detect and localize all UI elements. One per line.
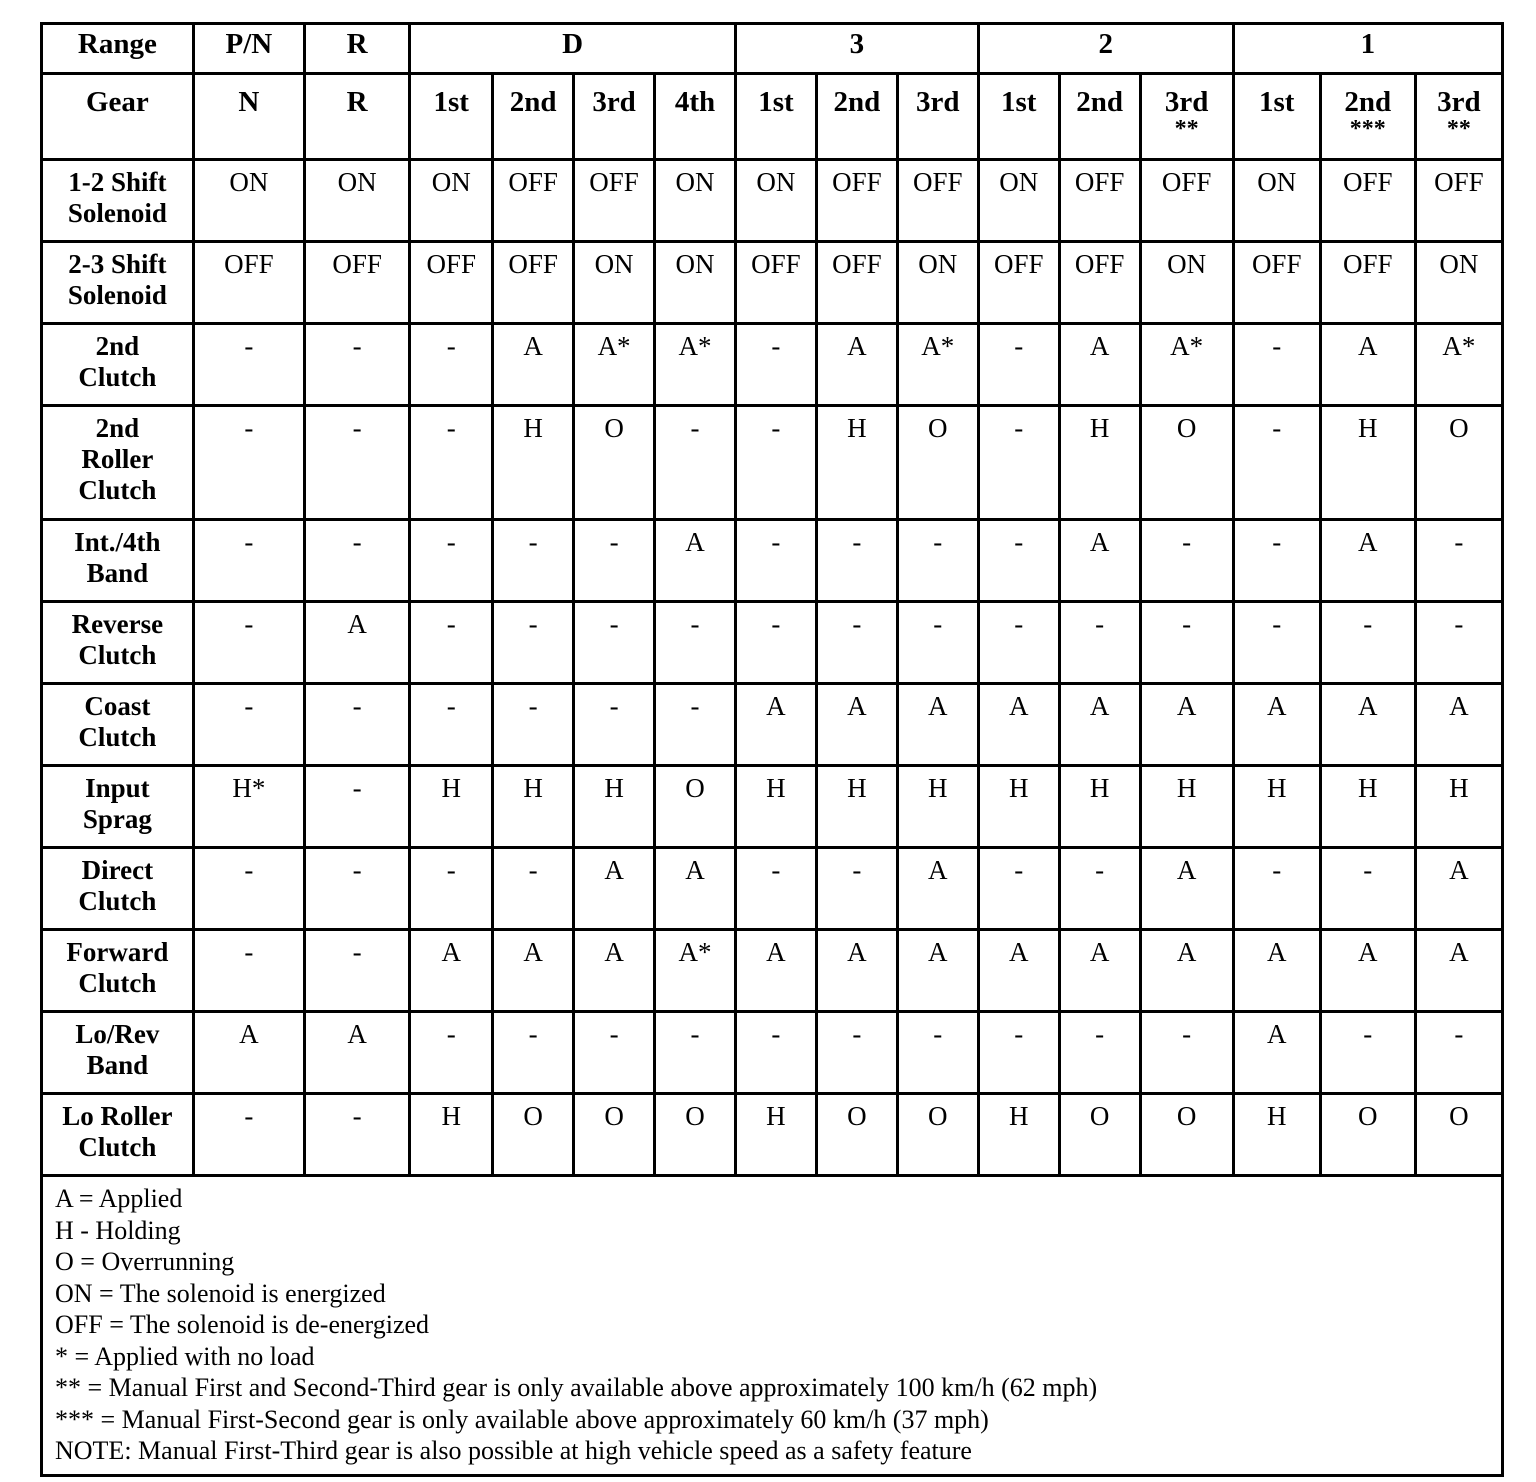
legend-line: H - Holding xyxy=(55,1215,181,1245)
state-cell: - xyxy=(1320,602,1415,684)
state-cell: ON xyxy=(193,160,304,242)
state-cell: OFF xyxy=(1415,160,1502,242)
gear-header-cell xyxy=(410,74,493,160)
component-row xyxy=(42,930,1503,1012)
state-cell: - xyxy=(1415,1012,1502,1094)
range-header-cell: 1 xyxy=(1233,24,1502,74)
component-label xyxy=(42,324,194,406)
component-rows xyxy=(42,160,1503,1176)
state-cell: H xyxy=(493,766,574,848)
state-cell: - xyxy=(735,602,816,684)
component-label-line: Direct xyxy=(81,855,154,885)
component-label-line: Band xyxy=(86,1050,149,1080)
state-cell: OFF xyxy=(305,242,410,324)
state-cell: ON xyxy=(1233,160,1320,242)
state-cell: H* xyxy=(193,766,304,848)
component-label-line: 2nd xyxy=(95,331,140,361)
state-cell: OFF xyxy=(816,160,897,242)
state-cell: O xyxy=(655,766,736,848)
state-cell: - xyxy=(735,848,816,930)
component-label-line: Solenoid xyxy=(67,198,167,228)
component-label-line: Roller xyxy=(81,444,154,474)
state-cell: A* xyxy=(1415,324,1502,406)
gear-header-cell xyxy=(1233,74,1320,160)
state-cell: - xyxy=(1059,1012,1140,1094)
state-cell: - xyxy=(816,520,897,602)
state-cell: - xyxy=(410,324,493,406)
component-label xyxy=(42,1012,194,1094)
state-cell: - xyxy=(978,602,1059,684)
gear-label: R xyxy=(346,86,368,118)
legend-line: ** = Manual First and Second-Third gear is only available above approximately 100 km/h (62 mph) xyxy=(55,1373,1098,1402)
state-cell: H xyxy=(735,766,816,848)
component-label-line: Sprag xyxy=(82,804,152,834)
component-row xyxy=(42,1012,1503,1094)
state-cell: H xyxy=(574,766,655,848)
state-cell: H xyxy=(1059,766,1140,848)
state-cell: H xyxy=(493,406,574,520)
state-cell: A xyxy=(735,684,816,766)
state-cell: A xyxy=(1233,930,1320,1012)
state-cell: H xyxy=(1320,406,1415,520)
gear-label: 1st xyxy=(433,86,469,118)
state-cell: OFF xyxy=(816,242,897,324)
state-cell: O xyxy=(574,1094,655,1176)
state-cell: A xyxy=(305,602,410,684)
state-cell: A xyxy=(897,684,978,766)
gear-label: 4th xyxy=(674,86,716,118)
state-cell: H xyxy=(816,406,897,520)
gear-label: N xyxy=(238,86,260,118)
state-cell: A xyxy=(816,324,897,406)
state-cell: A xyxy=(1320,930,1415,1012)
state-cell: - xyxy=(1233,848,1320,930)
state-cell: - xyxy=(655,684,736,766)
range-header-cell: R xyxy=(305,24,410,74)
state-cell: A xyxy=(1320,520,1415,602)
gear-label: 1st xyxy=(758,86,794,118)
state-cell: - xyxy=(574,520,655,602)
state-cell: ON xyxy=(410,160,493,242)
state-cell: OFF xyxy=(1320,160,1415,242)
state-cell: ON xyxy=(897,242,978,324)
component-label-line: Int./4th xyxy=(74,527,161,557)
state-cell: OFF xyxy=(1320,242,1415,324)
component-label-line: Clutch xyxy=(78,968,157,998)
state-cell: - xyxy=(493,684,574,766)
state-cell: - xyxy=(410,520,493,602)
component-row xyxy=(42,1094,1503,1176)
component-row xyxy=(42,160,1503,242)
state-cell: A xyxy=(1059,324,1140,406)
state-cell: - xyxy=(1140,520,1233,602)
state-cell: OFF xyxy=(493,242,574,324)
gear-header-cell xyxy=(493,74,574,160)
legend-line: O = Overrunning xyxy=(55,1247,235,1276)
gear-footnote-mark: *** xyxy=(1349,116,1386,142)
state-cell: ON xyxy=(1140,242,1233,324)
state-cell: A xyxy=(305,1012,410,1094)
component-row xyxy=(42,242,1503,324)
state-cell: - xyxy=(897,520,978,602)
gear-header-cell xyxy=(1059,74,1140,160)
state-cell: - xyxy=(735,520,816,602)
component-label-line: Band xyxy=(86,558,149,588)
state-cell: - xyxy=(1320,848,1415,930)
state-cell: A xyxy=(493,324,574,406)
state-cell: - xyxy=(410,602,493,684)
state-cell: O xyxy=(816,1094,897,1176)
state-cell: - xyxy=(1415,602,1502,684)
state-cell: A xyxy=(1415,930,1502,1012)
gear-header-cell xyxy=(574,74,655,160)
gear-header-cell xyxy=(978,74,1059,160)
gear-footnote-mark: ** xyxy=(1174,116,1199,142)
state-cell: A xyxy=(1415,684,1502,766)
state-cell: - xyxy=(193,406,304,520)
state-cell: - xyxy=(1233,520,1320,602)
state-cell: - xyxy=(1233,406,1320,520)
component-label-line: 2nd xyxy=(95,413,140,443)
state-cell: - xyxy=(816,602,897,684)
state-cell: OFF xyxy=(493,160,574,242)
state-cell: - xyxy=(193,324,304,406)
gear-header-cell xyxy=(1140,74,1233,160)
state-cell: - xyxy=(1140,1012,1233,1094)
gear-header-cell xyxy=(1320,74,1415,160)
state-cell: - xyxy=(574,684,655,766)
component-label-line: 2-3 Shift xyxy=(68,249,167,279)
component-label-line: Lo/Rev xyxy=(75,1019,160,1049)
state-cell: - xyxy=(735,1012,816,1094)
state-cell: - xyxy=(493,1012,574,1094)
state-cell: A xyxy=(410,930,493,1012)
state-cell: - xyxy=(574,602,655,684)
gear-header-row xyxy=(42,74,1503,160)
component-label-line: Forward xyxy=(66,937,169,967)
state-cell: ON xyxy=(305,160,410,242)
state-cell: A xyxy=(574,848,655,930)
state-cell: ON xyxy=(978,160,1059,242)
state-cell: H xyxy=(1320,766,1415,848)
state-cell: H xyxy=(978,1094,1059,1176)
legend-line: *** = Manual First-Second gear is only available above approximately 60 km/h (37 mph) xyxy=(55,1404,989,1434)
state-cell: OFF xyxy=(1059,160,1140,242)
state-cell: - xyxy=(493,520,574,602)
gear-header-cell xyxy=(735,74,816,160)
gear-label: 1st xyxy=(1258,86,1295,118)
component-label-line: Clutch xyxy=(78,722,157,752)
state-cell: - xyxy=(193,930,304,1012)
state-cell: - xyxy=(655,602,736,684)
state-cell: - xyxy=(305,324,410,406)
range-header-cell: D xyxy=(410,24,736,74)
state-cell: A xyxy=(655,520,736,602)
component-row xyxy=(42,766,1503,848)
gear-header-cell xyxy=(816,74,897,160)
gear-header-cell xyxy=(897,74,978,160)
range-header-label: Range xyxy=(42,24,194,74)
state-cell: O xyxy=(493,1094,574,1176)
gear-label: 2nd xyxy=(1076,86,1124,118)
state-cell: A xyxy=(655,848,736,930)
state-cell: - xyxy=(897,602,978,684)
state-cell: A xyxy=(1320,684,1415,766)
state-cell: O xyxy=(1320,1094,1415,1176)
component-label-line: Clutch xyxy=(78,1132,157,1162)
legend-line: OFF = The solenoid is de-energized xyxy=(55,1310,430,1339)
state-cell: O xyxy=(1140,1094,1233,1176)
state-cell: A xyxy=(816,684,897,766)
state-cell: - xyxy=(897,1012,978,1094)
legend-row xyxy=(42,1176,1503,1476)
gear-header-cell xyxy=(655,74,736,160)
state-cell: - xyxy=(305,520,410,602)
component-label-line: Input xyxy=(85,773,150,803)
state-cell: A* xyxy=(1140,324,1233,406)
state-cell: - xyxy=(655,1012,736,1094)
state-cell: A xyxy=(735,930,816,1012)
component-row xyxy=(42,520,1503,602)
state-cell: - xyxy=(305,1094,410,1176)
state-cell: H xyxy=(816,766,897,848)
state-cell: A xyxy=(1059,930,1140,1012)
gear-header-cell xyxy=(193,74,304,160)
state-cell: OFF xyxy=(410,242,493,324)
gear-header-label: Gear xyxy=(42,74,194,160)
state-cell: O xyxy=(897,1094,978,1176)
state-cell: - xyxy=(1233,602,1320,684)
legend-box xyxy=(42,1176,1503,1476)
state-cell: H xyxy=(1415,766,1502,848)
component-label xyxy=(42,406,194,520)
state-cell: OFF xyxy=(1059,242,1140,324)
state-cell: A xyxy=(897,930,978,1012)
range-header-cell: P/N xyxy=(193,24,304,74)
legend-line: A = Applied xyxy=(55,1184,183,1213)
state-cell: - xyxy=(305,406,410,520)
component-label-line: Reverse xyxy=(71,609,164,639)
state-cell: - xyxy=(655,406,736,520)
gear-label: 3rd xyxy=(1437,86,1481,118)
component-application-table xyxy=(40,22,1504,1477)
state-cell: A* xyxy=(574,324,655,406)
state-cell: OFF xyxy=(574,160,655,242)
state-cell: A* xyxy=(655,324,736,406)
state-cell: OFF xyxy=(978,242,1059,324)
component-label xyxy=(42,602,194,684)
state-cell: H xyxy=(735,1094,816,1176)
state-cell: - xyxy=(978,406,1059,520)
component-label-line: 1-2 Shift xyxy=(68,167,167,197)
state-cell: A xyxy=(193,1012,304,1094)
state-cell: O xyxy=(897,406,978,520)
state-cell: A xyxy=(1140,684,1233,766)
state-cell: - xyxy=(305,766,410,848)
component-label xyxy=(42,1094,194,1176)
state-cell: H xyxy=(1233,766,1320,848)
state-cell: O xyxy=(1059,1094,1140,1176)
state-cell: A xyxy=(1233,684,1320,766)
component-label xyxy=(42,930,194,1012)
state-cell: - xyxy=(410,406,493,520)
state-cell: OFF xyxy=(897,160,978,242)
state-cell: - xyxy=(193,848,304,930)
state-cell: O xyxy=(1140,406,1233,520)
state-cell: ON xyxy=(655,242,736,324)
state-cell: H xyxy=(410,1094,493,1176)
gear-label: 1st xyxy=(1001,86,1037,118)
shift-chart-document xyxy=(40,22,1508,1466)
component-label xyxy=(42,684,194,766)
gear-label: 3rd xyxy=(592,86,636,118)
component-label xyxy=(42,160,194,242)
state-cell: - xyxy=(493,602,574,684)
gear-label: 3rd xyxy=(916,86,960,118)
state-cell: - xyxy=(193,520,304,602)
state-cell: H xyxy=(1059,406,1140,520)
state-cell: OFF xyxy=(193,242,304,324)
component-row xyxy=(42,406,1503,520)
state-cell: O xyxy=(655,1094,736,1176)
state-cell: H xyxy=(1140,766,1233,848)
component-label xyxy=(42,848,194,930)
state-cell: A xyxy=(978,930,1059,1012)
component-label xyxy=(42,766,194,848)
legend-line: ON = The solenoid is energized xyxy=(55,1278,386,1308)
state-cell: A xyxy=(978,684,1059,766)
component-row xyxy=(42,684,1503,766)
state-cell: - xyxy=(305,848,410,930)
gear-header-cell xyxy=(1415,74,1502,160)
component-label-line: Lo Roller xyxy=(62,1101,173,1131)
state-cell: A xyxy=(816,930,897,1012)
state-cell: A xyxy=(1233,1012,1320,1094)
component-label-line: Clutch xyxy=(78,886,157,916)
state-cell: H xyxy=(897,766,978,848)
state-cell: O xyxy=(1415,406,1502,520)
gear-header-cell xyxy=(305,74,410,160)
state-cell: - xyxy=(305,684,410,766)
state-cell: - xyxy=(574,1012,655,1094)
state-cell: A xyxy=(493,930,574,1012)
state-cell: - xyxy=(1059,602,1140,684)
state-cell: - xyxy=(735,324,816,406)
state-cell: - xyxy=(1233,324,1320,406)
component-label-line: Coast xyxy=(84,691,151,721)
state-cell: - xyxy=(1320,1012,1415,1094)
gear-label: 2nd xyxy=(509,86,557,118)
state-cell: - xyxy=(410,684,493,766)
component-row xyxy=(42,848,1503,930)
state-cell: OFF xyxy=(735,242,816,324)
state-cell: ON xyxy=(735,160,816,242)
state-cell: - xyxy=(193,684,304,766)
state-cell: A xyxy=(1059,684,1140,766)
state-cell: - xyxy=(1059,848,1140,930)
state-cell: - xyxy=(193,1094,304,1176)
range-header-cell: 3 xyxy=(735,24,978,74)
gear-label: 2nd xyxy=(833,86,881,118)
state-cell: ON xyxy=(655,160,736,242)
component-label-line: Clutch xyxy=(78,475,157,505)
state-cell: A xyxy=(1140,930,1233,1012)
state-cell: - xyxy=(816,1012,897,1094)
state-cell: OFF xyxy=(1140,160,1233,242)
range-header-cell: 2 xyxy=(978,24,1233,74)
state-cell: - xyxy=(978,1012,1059,1094)
state-cell: A xyxy=(897,848,978,930)
state-cell: O xyxy=(574,406,655,520)
component-label xyxy=(42,242,194,324)
state-cell: - xyxy=(305,930,410,1012)
component-row xyxy=(42,324,1503,406)
state-cell: H xyxy=(410,766,493,848)
state-cell: H xyxy=(1233,1094,1320,1176)
state-cell: OFF xyxy=(1233,242,1320,324)
state-cell: A xyxy=(1059,520,1140,602)
state-cell: - xyxy=(978,324,1059,406)
state-cell: A xyxy=(574,930,655,1012)
state-cell: - xyxy=(735,406,816,520)
component-label-line: Solenoid xyxy=(67,280,167,310)
legend-line: NOTE: Manual First-Third gear is also possible at high vehicle speed as a safety feature xyxy=(55,1436,972,1465)
component-label xyxy=(42,520,194,602)
state-cell: A* xyxy=(655,930,736,1012)
state-cell: - xyxy=(816,848,897,930)
state-cell: A xyxy=(1140,848,1233,930)
state-cell: ON xyxy=(574,242,655,324)
state-cell: - xyxy=(410,1012,493,1094)
state-cell: - xyxy=(1140,602,1233,684)
state-cell: A xyxy=(1320,324,1415,406)
component-label-line: Clutch xyxy=(78,640,157,670)
state-cell: - xyxy=(978,848,1059,930)
range-header-row xyxy=(42,24,1503,74)
component-row xyxy=(42,602,1503,684)
gear-label: 2nd xyxy=(1344,86,1392,118)
state-cell: ON xyxy=(1415,242,1502,324)
state-cell: O xyxy=(1415,1094,1502,1176)
state-cell: - xyxy=(1415,520,1502,602)
state-cell: - xyxy=(410,848,493,930)
state-cell: - xyxy=(493,848,574,930)
legend-line: * = Applied with no load xyxy=(55,1341,315,1371)
gear-footnote-mark: ** xyxy=(1446,116,1471,142)
state-cell: - xyxy=(978,520,1059,602)
gear-label: 3rd xyxy=(1164,86,1209,118)
state-cell: A xyxy=(1415,848,1502,930)
component-label-line: Clutch xyxy=(78,362,157,392)
state-cell: - xyxy=(193,602,304,684)
state-cell: H xyxy=(978,766,1059,848)
state-cell: A* xyxy=(897,324,978,406)
